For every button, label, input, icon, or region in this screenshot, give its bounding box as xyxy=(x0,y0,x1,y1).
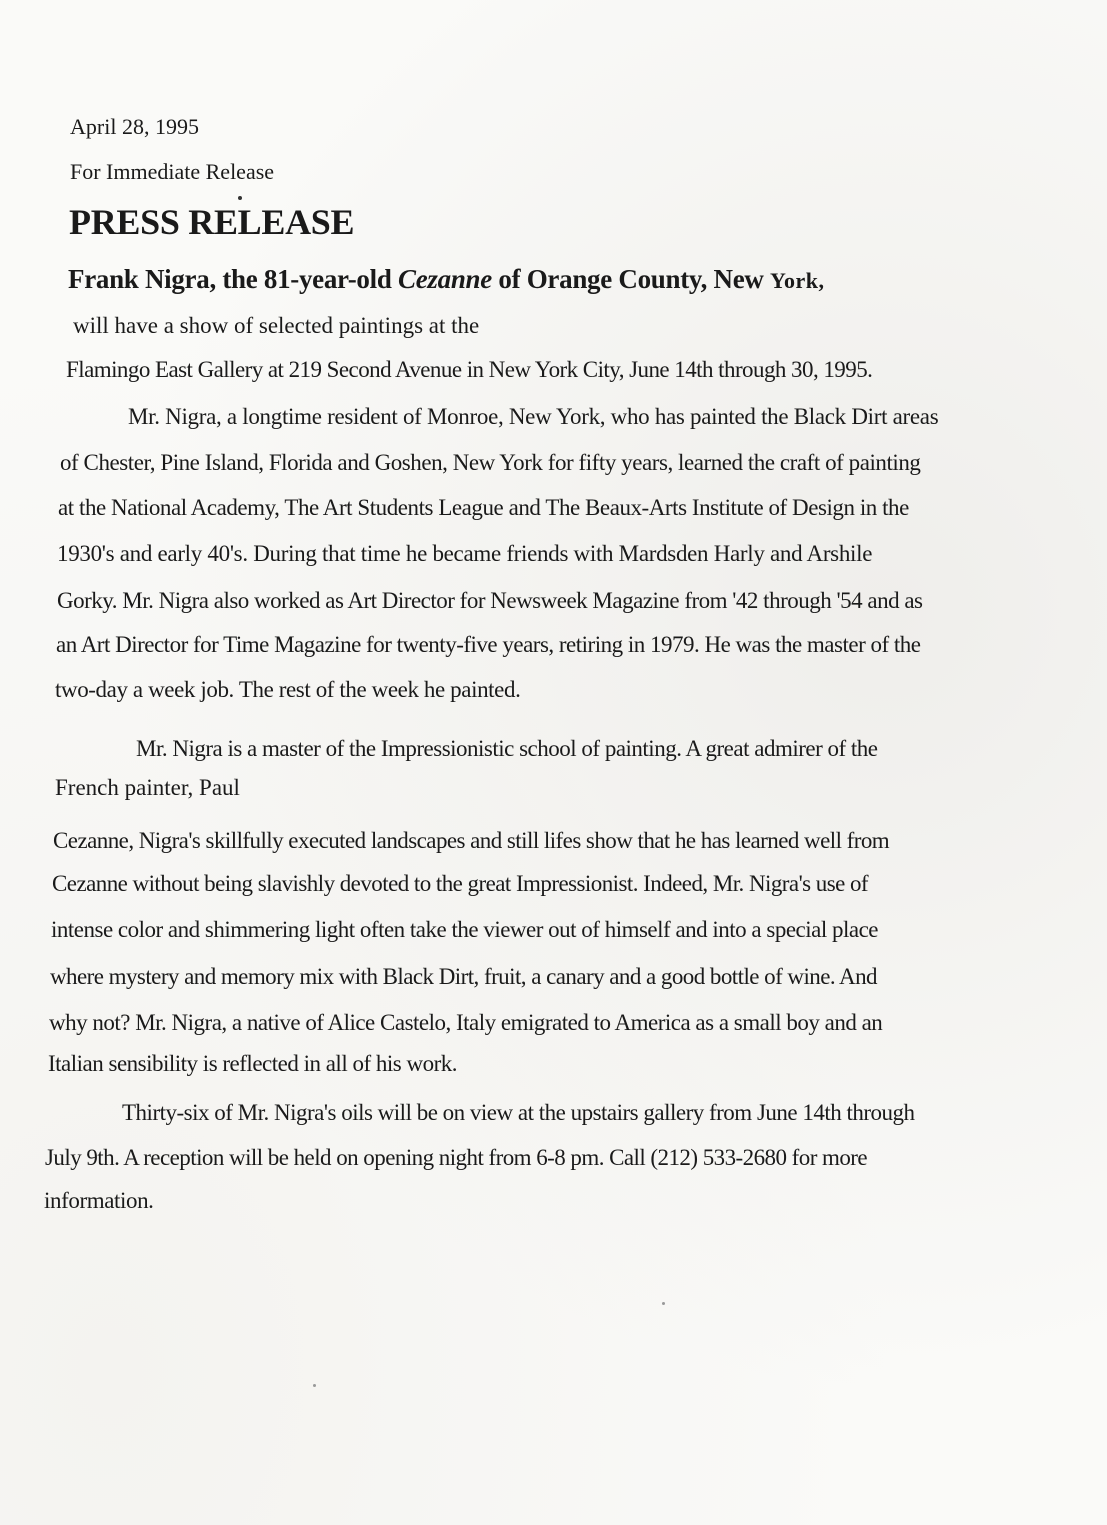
headline xyxy=(68,266,824,293)
headline-part2: of Orange County, New xyxy=(491,264,771,294)
para1-line-5: Gorky. Mr. Nigra also worked as Art Director for Newsweek Magazine from '42 through '54 and as xyxy=(57,588,923,613)
para2-line-6: where mystery and memory mix with Black Dirt, fruit, a canary and a good bottle of wine. And xyxy=(50,964,878,989)
paper-speck xyxy=(238,196,242,200)
para3-line-1: Thirty-six of Mr. Nigra's oils will be on view at the upstairs gallery from June 14th through xyxy=(122,1100,915,1125)
page-title: PRESS RELEASE xyxy=(69,202,355,242)
para1-line-1: Mr. Nigra, a longtime resident of Monroe, New York, who has painted the Black Dirt areas xyxy=(128,404,939,429)
headline-italic: Cezanne xyxy=(398,264,492,294)
para1-line-7: two-day a week job. The rest of the week he painted. xyxy=(55,677,521,702)
para1-line-2: of Chester, Pine Island, Florida and Goshen, New York for fifty years, learned the craft of painting xyxy=(60,450,921,475)
release-note: For Immediate Release xyxy=(70,159,275,184)
paper-speck xyxy=(662,1302,665,1305)
paper-speck xyxy=(313,1384,316,1387)
para2-line-8: Italian sensibility is reflected in all of his work. xyxy=(48,1051,457,1076)
para1-line-3: at the National Academy, The Art Students League and The Beaux-Arts Institute of Design in the xyxy=(58,495,909,520)
headline-part3: York, xyxy=(770,268,825,293)
para3-line-3: information. xyxy=(44,1188,154,1213)
intro-line-2: Flamingo East Gallery at 219 Second Avenue in New York City, June 14th through 30, 1995. xyxy=(66,357,873,382)
para2-line-7: why not? Mr. Nigra, a native of Alice Castelo, Italy emigrated to America as a small boy and an xyxy=(49,1010,883,1035)
para2-line-3: Cezanne, Nigra's skillfully executed landscapes and still lifes show that he has learned well from xyxy=(53,828,890,853)
intro-line-1: will have a show of selected paintings at the xyxy=(73,313,480,338)
para2-line-4: Cezanne without being slavishly devoted to the great Impressionist. Indeed, Mr. Nigra's use of xyxy=(52,871,869,896)
para2-line-1: Mr. Nigra is a master of the Impressionistic school of painting. A great admirer of the xyxy=(136,736,878,761)
para3-line-2: July 9th. A reception will be held on opening night from 6-8 pm. Call (212) 533-2680 for more xyxy=(45,1145,868,1170)
release-date: April 28, 1995 xyxy=(70,114,199,139)
para2-line-2: French painter, Paul xyxy=(55,775,240,800)
para1-line-4: 1930's and early 40's. During that time he became friends with Mardsden Harly and Arshile xyxy=(57,541,873,566)
para1-line-6: an Art Director for Time Magazine for twenty-five years, retiring in 1979. He was the master of the xyxy=(56,632,921,657)
headline-part1: Frank Nigra, the 81-year-old xyxy=(68,264,399,294)
para2-line-5: intense color and shimmering light often take the viewer out of himself and into a special place xyxy=(51,917,879,942)
